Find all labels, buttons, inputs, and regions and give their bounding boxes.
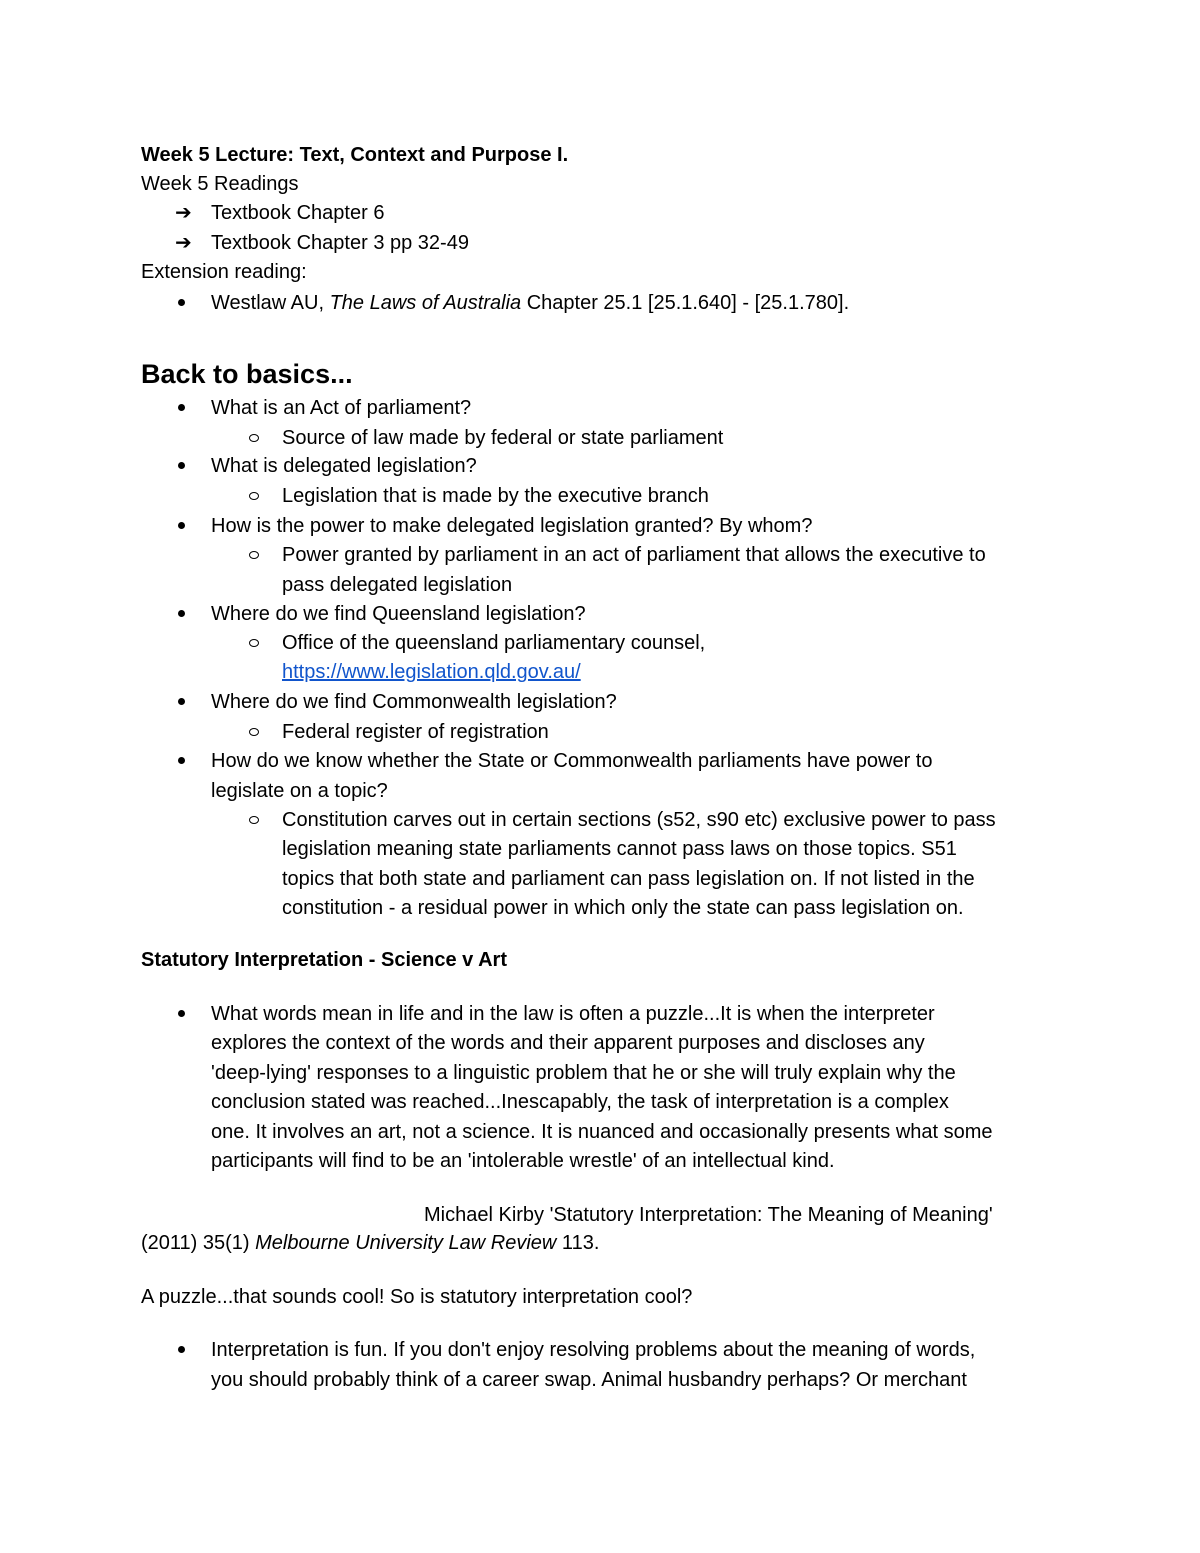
circle-bullet-icon: [249, 492, 259, 500]
reading-item: Textbook Chapter 6: [211, 202, 385, 224]
bullet-icon: [178, 1010, 185, 1017]
basics-question-cont: legislate on a topic?: [211, 780, 388, 802]
citation-journal: Melbourne University Law Review: [255, 1232, 557, 1254]
circle-bullet-icon: [249, 551, 259, 559]
circle-bullet-icon: [249, 816, 259, 824]
arrow-icon: ➔: [175, 232, 192, 254]
bullet-icon: [178, 757, 185, 764]
circle-bullet-icon: [249, 728, 259, 736]
extension-book-title: The Laws of Australia: [329, 292, 522, 314]
basics-question: Where do we find Queensland legislation?: [211, 603, 586, 625]
extension-suffix: Chapter 25.1 [25.1.640] - [25.1.780].: [521, 292, 850, 314]
basics-answer: Source of law made by federal or state parliament: [282, 427, 724, 449]
basics-answer: Power granted by parliament in an act of parliament that allows the executive to: [282, 544, 986, 566]
basics-question: Where do we find Commonwealth legislation?: [211, 691, 617, 713]
fun-line: you should probably think of a career swap. Animal husbandry perhaps? Or merchant: [211, 1369, 967, 1391]
extension-label: Extension reading:: [141, 261, 307, 283]
puzzle-line: A puzzle...that sounds cool! So is statutory interpretation cool?: [141, 1286, 693, 1308]
page-title: Week 5 Lecture: Text, Context and Purpose I.: [141, 144, 569, 166]
basics-answer-cont: constitution - a residual power in which only the state can pass legislation on.: [282, 897, 964, 919]
readings-label: Week 5 Readings: [141, 173, 299, 195]
basics-question: How is the power to make delegated legislation granted? By whom?: [211, 515, 813, 537]
bullet-icon: [178, 462, 185, 469]
basics-answer: Office of the queensland parliamentary counsel,: [282, 632, 706, 654]
bullet-icon: [178, 698, 185, 705]
citation-line: [141, 1231, 599, 1255]
fun-line: Interpretation is fun. If you don't enjoy resolving problems about the meaning of words,: [211, 1339, 976, 1361]
citation-line: Michael Kirby 'Statutory Interpretation: The Meaning of Meaning': [424, 1204, 993, 1226]
legislation-qld-link-line: [282, 660, 581, 684]
quote-line: one. It involves an art, not a science. It is nuanced and occasionally presents what some: [211, 1121, 993, 1143]
circle-bullet-icon: [249, 434, 259, 442]
basics-answer-cont: pass delegated legislation: [282, 574, 513, 596]
quote-line: conclusion stated was reached...Inescapably, the task of interpretation is a complex: [211, 1091, 949, 1113]
basics-answer-cont: legislation meaning state parliaments cannot pass laws on those topics. S51: [282, 838, 957, 860]
basics-heading: Back to basics...: [141, 359, 353, 389]
citation-suffix: 113.: [556, 1232, 600, 1254]
quote-line: 'deep-lying' responses to a linguistic problem that he or she will truly explain why the: [211, 1062, 956, 1084]
quote-line: What words mean in life and in the law is often a puzzle...It is when the interpreter: [211, 1003, 935, 1025]
basics-answer: Constitution carves out in certain sections (s52, s90 etc) exclusive power to pass: [282, 809, 996, 831]
basics-question: What is delegated legislation?: [211, 455, 477, 477]
basics-answer: Legislation that is made by the executive branch: [282, 485, 709, 507]
bullet-icon: [178, 610, 185, 617]
quote-line: explores the context of the words and their apparent purposes and discloses any: [211, 1032, 925, 1054]
bullet-icon: [178, 522, 185, 529]
basics-answer: Federal register of registration: [282, 721, 549, 743]
bullet-icon: [178, 1346, 185, 1353]
arrow-icon: ➔: [175, 202, 192, 224]
extension-prefix: Westlaw AU,: [211, 292, 330, 314]
quote-line: participants will find to be an 'intolerable wrestle' of an intellectual kind.: [211, 1150, 835, 1172]
basics-question: What is an Act of parliament?: [211, 397, 472, 419]
legislation-qld-link[interactable]: https://www.legislation.qld.gov.au/: [282, 661, 581, 683]
bullet-icon: [178, 404, 185, 411]
extension-item: [211, 291, 849, 315]
circle-bullet-icon: [249, 639, 259, 647]
citation-prefix: (2011) 35(1): [141, 1232, 256, 1254]
basics-answer-cont: topics that both state and parliament can pass legislation on. If not listed in the: [282, 868, 975, 890]
statutory-heading: Statutory Interpretation - Science v Art: [141, 949, 507, 971]
bullet-icon: [178, 299, 185, 306]
reading-item: Textbook Chapter 3 pp 32-49: [211, 232, 469, 254]
basics-question: How do we know whether the State or Commonwealth parliaments have power to: [211, 750, 933, 772]
